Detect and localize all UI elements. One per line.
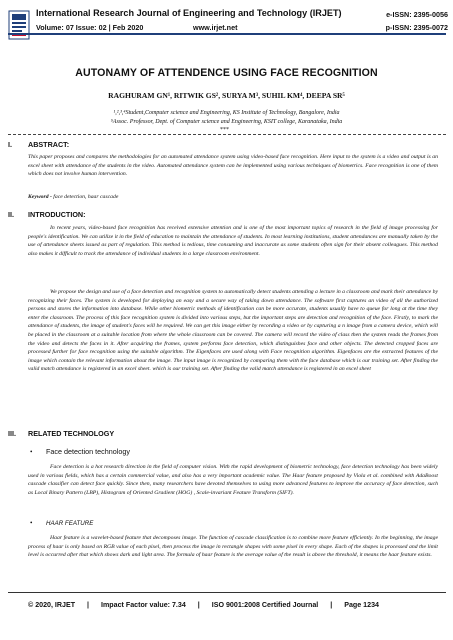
intro-number: II. xyxy=(8,210,14,219)
intro-title: INTRODUCTION: xyxy=(28,210,86,219)
related-number: III. xyxy=(8,429,16,438)
volume-issue: Volume: 07 Issue: 02 | Feb 2020 xyxy=(36,23,144,32)
abstract-text: This paper proposes and compares the methodologies for an automated attendance system using video-based face recognition. Here input to the system is a video and output is an excel sheet with attendance of the students in the video. Automated attendance system can be implemented using various techniques of biometrics. Face recognition is one of them which does not involve human intervention. xyxy=(28,154,438,178)
abstract-number: I. xyxy=(8,140,12,149)
footer-divider: | xyxy=(197,601,200,609)
author-list: RAGHURAM GN¹, RITWIK GS², SURYA M³, SUHIL KM⁴, DEEPA SR⁵ xyxy=(108,91,345,100)
separator-stars: *** xyxy=(220,127,229,133)
footer-divider: | xyxy=(87,601,90,609)
intro-paragraph-1: In recent years, video-based face recognition has received extensive attention and is one of the most important topics of research in the field of image processing for people's identification. We can utilize it in the field of education to maintain the attendance of students. In most learning institutions, student attendances are manually taken by the use of attendance sheets issued as part of regulation. This method is tedious, time consuming and inaccurate as some students often sign for their absent colleagues. This method also makes it difficult to track the attendance of individual students in a large classroom environment. xyxy=(28,225,438,257)
bullet-face-detection-label: Face detection technology xyxy=(46,447,130,456)
haar-paragraph: Haar feature is a wavelet-based feature that decomposes image. The function of cascade classification is to combine more feature efficiently. In the beginning, the image process of haar is only based on RGB value of each pixel, then process the image in rectangle shapes with some pixel in every shape. Each of the shapes is processed and the limit level is occurred after that which shows dark and light area. The formula of haar feature is the average value of the result is above the threshold, it means the haar feature exists. xyxy=(28,535,438,559)
keywords-line xyxy=(28,194,118,200)
bullet-haar-label: HAAR FEATURE xyxy=(46,520,94,527)
intro-heading xyxy=(8,210,86,219)
related-heading xyxy=(8,429,114,438)
bullet-face-detection xyxy=(30,447,130,456)
intro-paragraph-2: We propose the design and use of a face detection and recognition system to automatically detect students attending a lecture in a classroom and mark their attendance by recognizing their faces. The system is developed for deploying an easy and a secure way of taking down attendance. The software first captures an video of all the authorized persons and stores the information into database. While other biometric methods of identification can be more accurate, students usually have to queue for long at the time they enter the classroom. The process of this face recognition system is divided into various steps, but the important steps are detection and recognition of the face. Firstly, to mark the attendance of students, the image of student's faces will be required. We can get this image either by recording a video or by capturing a n image from a camera device, which will be placed in the classroom at a suitable location from where the whole classroom can be covered. The camera will record the video of class then the system reads the frames from the video and detects the faces in it. After acquiring the frames, system performs face detection, which distinguishes face and other objects. The detected cropped faces are processed further for face recognition using the suitable algorithm. The Eigenfaces are used along with Face recognition algorithm. Eigenfaces are the extracted features of the image which contain the relevant information about the image. The input image is recognized by comparing them with the face database which is our training set. After finding the valid match attendance is registered in an excel sheet. which is our training set. After finding the valid match attendance is registered in an excel sheet xyxy=(28,289,438,373)
journal-name: International Research Journal of Engineering and Technology (IRJET) xyxy=(36,8,342,18)
footer-rule xyxy=(8,592,446,593)
page-footer xyxy=(28,601,379,609)
footer-iso: ISO 9001:2008 Certified Journal xyxy=(211,601,319,609)
journal-website: www.irjet.net xyxy=(193,23,238,32)
footer-divider: | xyxy=(330,601,333,609)
footer-page-number: Page 1234 xyxy=(344,601,379,609)
affiliation-students: ¹,²,³,⁴Student,Computer science and Engineering, KS Institute of Technology, Bangalore, India xyxy=(113,110,340,116)
face-detection-paragraph: Face detection is a hot research direction in the field of computer vision. With the rapid development of biometric technology, face detection technology has been widely used in various fields, which has a certain commercial value, and also has a very important academic value. The Haar feature proposed by Viola et al. combined with AdaBoost cascade classifier can detect face quickly. Since then, many researchers have devoted themselves to using more advanced features to improve the accuracy of face detection, such as Local Binary Pattern (LBP), Histogram of Oriented Gradient (HOG) , Scale-invariant Feature Transform (SIFT). xyxy=(28,464,438,496)
abstract-title: ABSTRACT: xyxy=(28,140,70,149)
keyword-label: Keyword - xyxy=(28,194,52,200)
eissn: e-ISSN: 2395-0056 xyxy=(386,10,448,19)
related-title: RELATED TECHNOLOGY xyxy=(28,429,115,438)
pissn: p-ISSN: 2395-0072 xyxy=(385,23,448,32)
bullet-haar xyxy=(30,519,93,527)
paper-title: AUTONAMY OF ATTENDENCE USING FACE RECOGNITION xyxy=(75,67,378,79)
irjet-logo-icon xyxy=(8,10,30,40)
journal-header xyxy=(8,6,448,46)
abstract-heading xyxy=(8,140,69,149)
header-rule xyxy=(8,33,446,35)
bullet-dot-icon: • xyxy=(30,519,33,527)
footer-copyright: © 2020, IRJET xyxy=(28,601,76,609)
footer-impact-factor: Impact Factor value: 7.34 xyxy=(101,601,186,609)
keyword-list: face detection, haar cascade xyxy=(51,194,119,200)
bullet-dot-icon: • xyxy=(30,448,33,456)
affiliation-professor: ⁵Assoc. Professor, Dept. of Computer science and Engineering, KSIT college, Karanataka, India xyxy=(110,119,343,125)
